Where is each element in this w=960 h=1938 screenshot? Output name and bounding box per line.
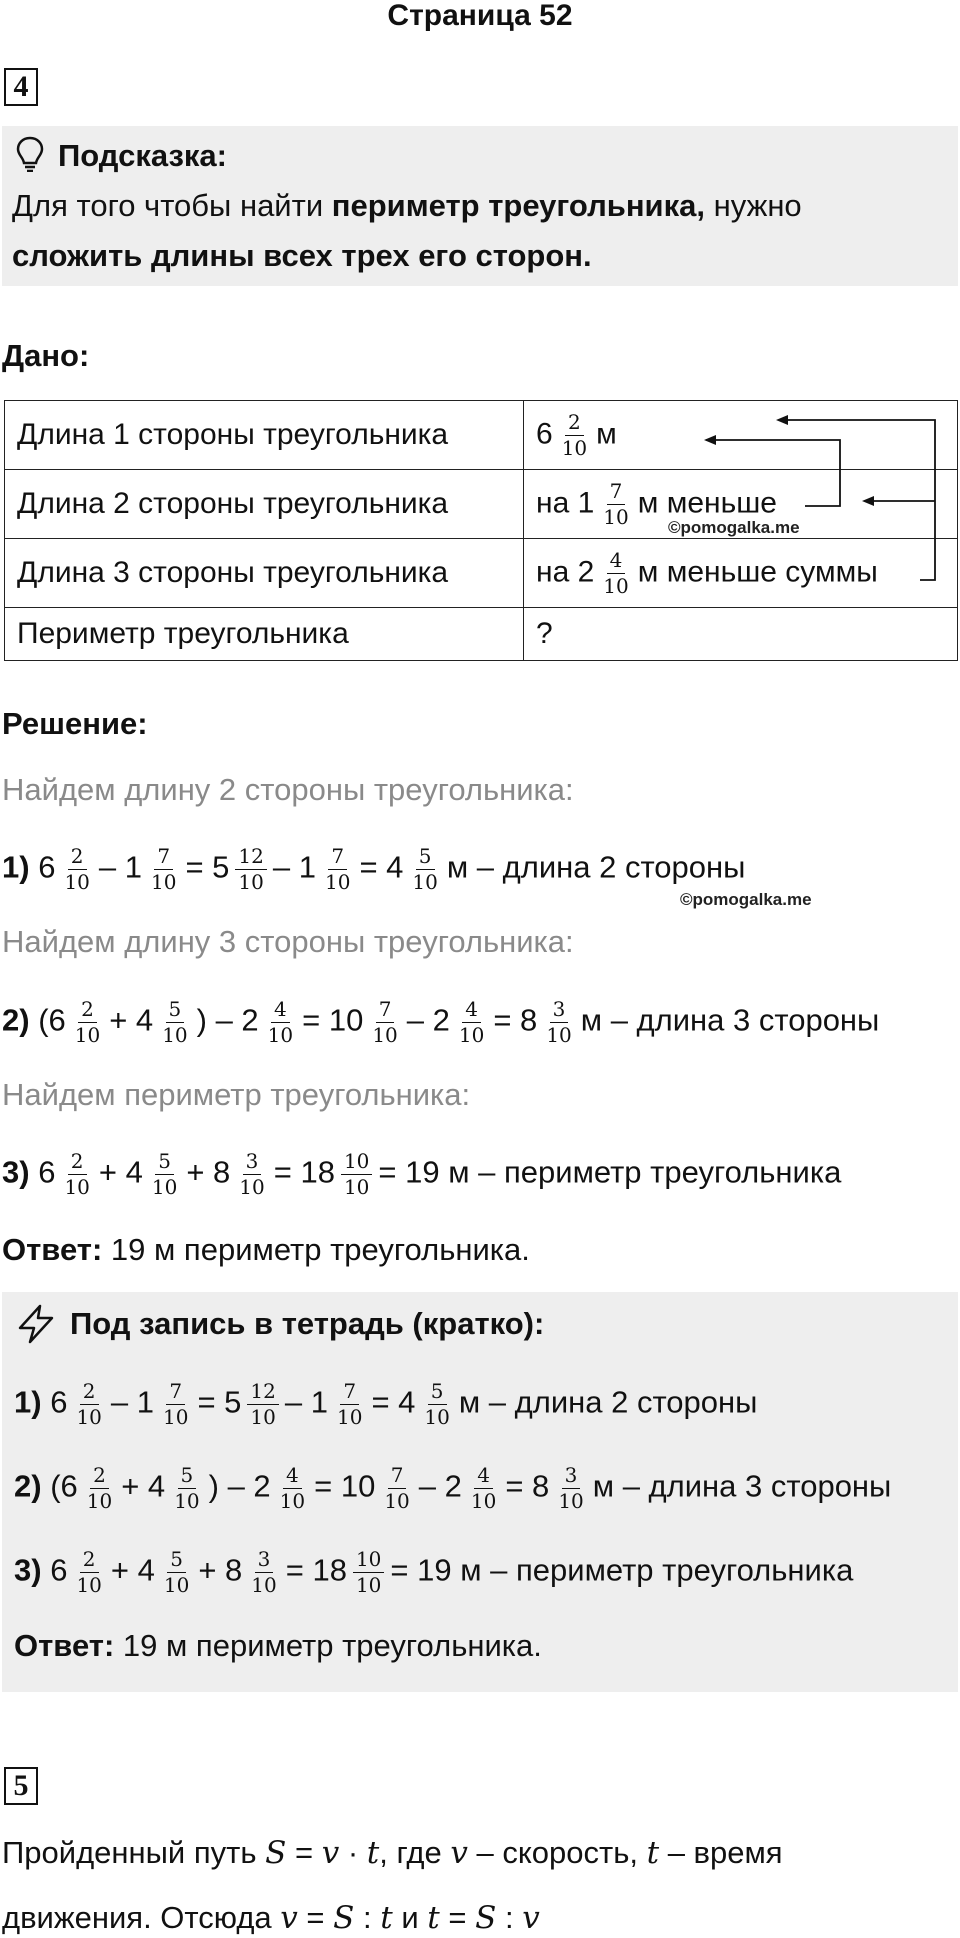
hint-text-line-2: сложить длины всех трех его сторон.	[12, 238, 592, 273]
table-arrows	[0, 400, 960, 610]
solution-step-1: 1) 6 $\frac{2}{10}$ – 1 $\frac{7}{10}$ = 5 $\frac{12}{10}$ – 1 $\frac{7}{10}$ = 4 $\frac{5}{10}$ м – длина 2 стороны	[2, 844, 746, 894]
solution-step-3: 3) 6 $\frac{2}{10}$ + 4 $\frac{5}{10}$ + 8 $\frac{3}{10}$ = 18 $\frac{10}{10}$ = 19 м – периметр треугольника	[2, 1149, 842, 1199]
notebook-title: Под запись в тетрадь (кратко):	[70, 1306, 545, 1341]
given-row-4-label: Периметр треугольника	[5, 608, 524, 661]
notebook-step-3: 3) 6 $\frac{2}{10}$ + 4 $\frac{5}{10}$ + 8 $\frac{3}{10}$ = 18 $\frac{10}{10}$ = 19 м – периметр треугольника	[14, 1547, 854, 1597]
given-row-4-value: ?	[524, 608, 958, 661]
answer-line: Ответ: 19 м периметр треугольника.	[2, 1232, 530, 1267]
given-row-3-value: на 2 $\frac{4}{10}$ м меньше суммы	[524, 539, 958, 608]
notebook-step-2: 2) (6 $\frac{2}{10}$ + 4 $\frac{5}{10}$ ) – 2 $\frac{4}{10}$ = 10 $\frac{7}{10}$ – 2 $\frac{4}{10}$ = 8 $\frac{3}{10}$ м – длина 3 стороны	[14, 1463, 892, 1513]
given-row-2-label: Длина 2 стороны треугольника	[5, 470, 524, 539]
task5-line-2: движения. Отсюда v = S : t и t = S : v	[2, 1900, 540, 1936]
solution-hint-3: Найдем периметр треугольника:	[2, 1077, 471, 1112]
notebook-answer: Ответ: 19 м периметр треугольника.	[14, 1628, 542, 1663]
task-number-4: 4	[4, 68, 38, 106]
task-number-5: 5	[4, 1767, 38, 1805]
hint-text-line-1: Для того чтобы найти периметр треугольника, нужно	[12, 188, 802, 223]
given-row-1-label: Длина 1 стороны треугольника	[5, 401, 524, 470]
lightning-icon	[16, 1304, 56, 1344]
given-row-3-label: Длина 3 стороны треугольника	[5, 539, 524, 608]
table-row	[5, 608, 958, 661]
hint-title: Подсказка:	[58, 138, 227, 173]
notebook-panel	[2, 1292, 958, 1692]
solution-hint-1: Найдем длину 2 стороны треугольника:	[2, 772, 574, 807]
solution-label: Решение:	[2, 706, 148, 741]
given-row-2-value: на 1 $\frac{7}{10}$ м меньше	[524, 470, 958, 539]
watermark: ©pomogalka.me	[680, 890, 812, 909]
solution-step-2: 2) (6 $\frac{2}{10}$ + 4 $\frac{5}{10}$ ) – 2 $\frac{4}{10}$ = 10 $\frac{7}{10}$ – 2 $\frac{4}{10}$ = 8 $\frac{3}{10}$ м – длина 3 стороны	[2, 997, 880, 1047]
solution-hint-2: Найдем длину 3 стороны треугольника:	[2, 924, 574, 959]
watermark: ©pomogalka.me	[668, 518, 800, 537]
hint-panel	[2, 126, 958, 286]
lightbulb-icon	[16, 136, 44, 172]
page-title: Страница 52	[387, 0, 573, 32]
notebook-step-1: 1) 6 $\frac{2}{10}$ – 1 $\frac{7}{10}$ = 5 $\frac{12}{10}$ – 1 $\frac{7}{10}$ = 4 $\frac{5}{10}$ м – длина 2 стороны	[14, 1379, 758, 1429]
task5-line-1: Пройденный путь S = v · t, где v – скорость, t – время	[2, 1835, 783, 1871]
given-label: Дано:	[2, 338, 90, 373]
given-row-1-value: 6 $\frac{2}{10}$ м	[524, 401, 958, 470]
